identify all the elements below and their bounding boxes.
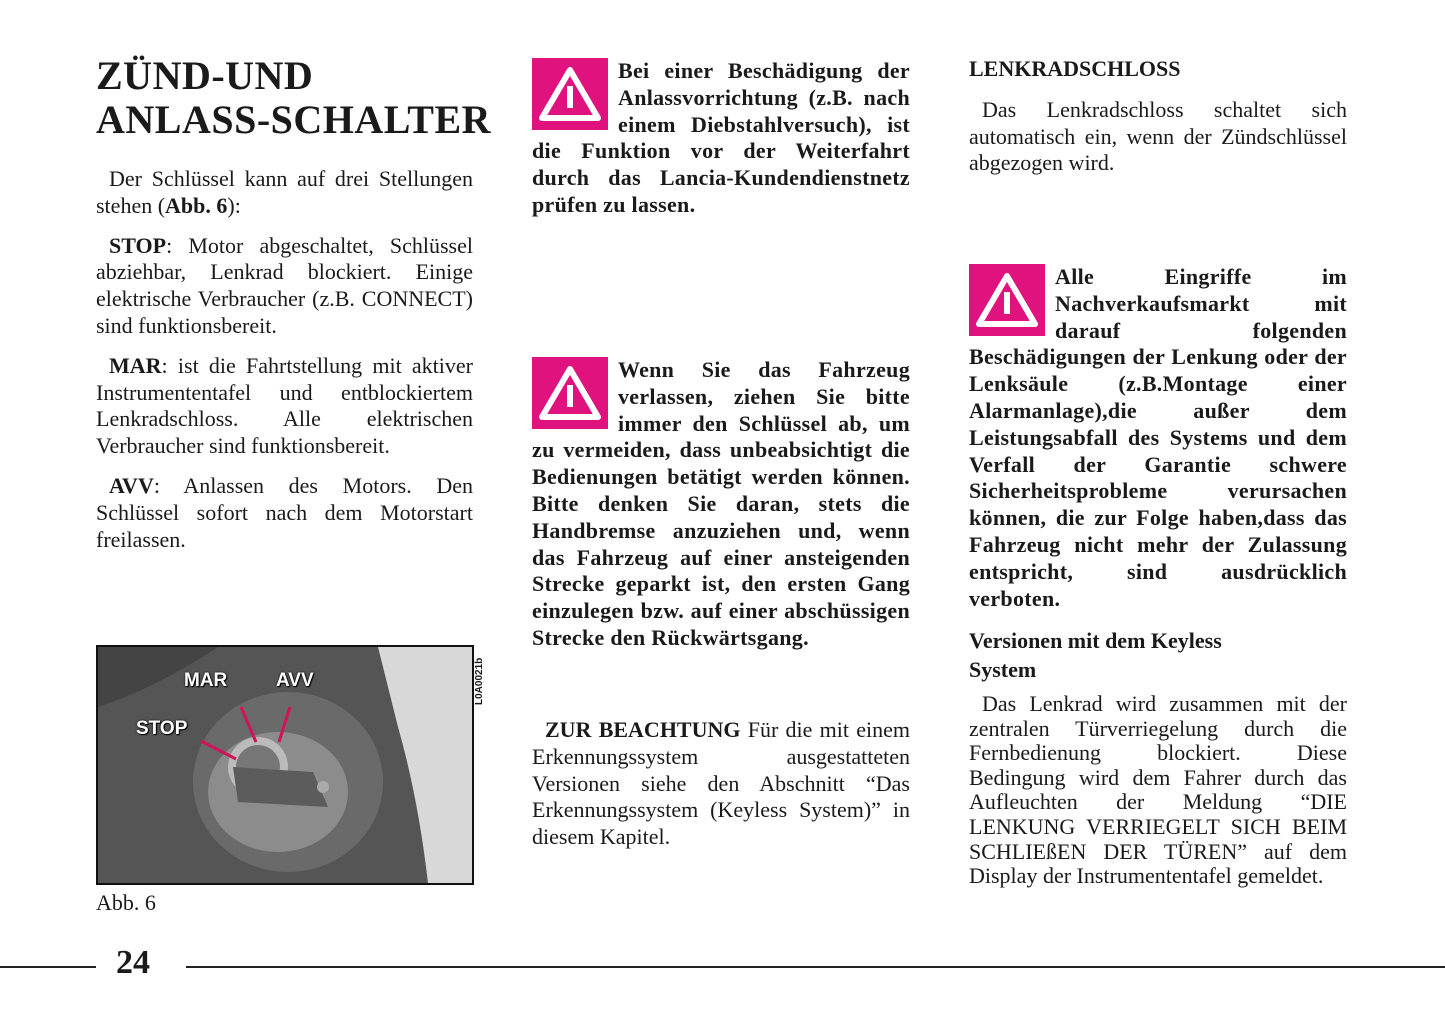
ignition-switch-figure	[96, 645, 474, 885]
label-stop: STOP	[136, 718, 188, 739]
warning-icon	[532, 58, 608, 130]
subsection-heading: Versionen mit dem Keyless System	[969, 628, 1222, 682]
note-paragraph: ZUR BEACHTUNG Für die mit einem Erkennungssystem ausgestatteten Versionen siehe den Abschnitt “Das Erkennungssystem (Keyless System)” in diesem Kapitel.	[532, 717, 911, 850]
footer-rule-right	[186, 966, 1445, 968]
warning-icon	[532, 357, 608, 429]
figure-caption: Abb. 6	[96, 890, 156, 915]
warning-text: Wenn Sie das Fahrzeug verlassen, ziehen Sie bitte immer den Schlüssel ab, um zu vermeiden, dass unbeabsichtigt die Bedienungen betätigt werden können. Bitte denken Sie daran, stets die Handbremse anzuziehen und, wenn das Fahrzeug auf einer ansteigenden Strecke geparkt ist, den ersten Gang einzulegen bzw. auf einer abschüssigen Strecke den Rückwärtsgang.	[532, 357, 910, 650]
warning-icon	[969, 264, 1045, 336]
title-line: ANLASS-SCHALTER	[96, 97, 492, 142]
intro-paragraph: Der Schlüssel kann auf drei Stellungen stehen (Abb. 6):	[96, 166, 473, 218]
label-avv: AVV	[276, 670, 314, 691]
column-3	[969, 56, 1347, 177]
warning-1	[532, 58, 910, 219]
footer-rule-left	[0, 966, 96, 968]
note	[532, 717, 910, 851]
avv-paragraph: AVV: Anlassen des Motors. Den Schlüssel sofort nach dem Motorstart freilassen.	[96, 472, 473, 552]
stop-paragraph: STOP: Motor abgeschaltet, Schlüssel abziehbar, Lenkrad blockiert. Einige elektrische Verbraucher (z.B. CONNECT) sind funktionsbereit.	[96, 232, 473, 338]
warning-3	[969, 264, 1347, 612]
mar-paragraph: MAR: ist die Fahrtstellung mit aktiver Instrumententafel und entblockiertem Lenkradschloss. Alle elektrischen Verbraucher sind funktionsbereit.	[96, 352, 473, 459]
keyless-paragraph: Das Lenkrad wird zusammen mit der zentralen Türverriegelung durch die Fernbedienung blockiert. Diese Bedingung wird dem Fahrer durch das Aufleuchten der Meldung “DIE LENKUNG VERRIEGELT SICH BEIM SCHLIEßEN DER TÜREN” auf dem Display der Instrumententafel gemeldet.	[969, 691, 1347, 889]
warning-2	[532, 357, 910, 652]
figure-ref: Abb. 6	[165, 192, 228, 218]
lenkrad-paragraph: Das Lenkradschloss schaltet sich automatisch ein, wenn der Zündschlüssel abgezogen wird.	[969, 96, 1347, 176]
column-1	[96, 166, 473, 553]
section-heading: LENKRADSCHLOSS	[969, 56, 1181, 81]
page-number: 24	[116, 944, 150, 981]
warning-text: Alle Eingriffe im Nachverkaufsmarkt mit darauf folgenden Beschädigungen der Lenkung oder der Lenksäule (z.B.Montage einer Alarmanlage),die außer dem Leistungsabfall des Systems und dem Verfall der Garantie schwere Sicherheitsprobleme verursachen können, die zur Folge haben,dass das Fahrzeug nicht mehr der Zulassung entspricht, sind ausdrücklich verboten.	[969, 264, 1347, 611]
page-title	[96, 54, 491, 142]
warning-text: Bei einer Beschädigung der Anlassvorrichtung (z.B. nach einem Diebstahlversuch), ist die Funktion vor der Weiterfahrt durch das Lancia-Kundendienstnetz prüfen zu lassen.	[532, 58, 910, 217]
keyless-section	[969, 626, 1347, 889]
label-mar: MAR	[184, 670, 228, 691]
figure-code: L0A0021b	[474, 657, 485, 705]
title-line: ZÜND-UND	[96, 53, 314, 98]
